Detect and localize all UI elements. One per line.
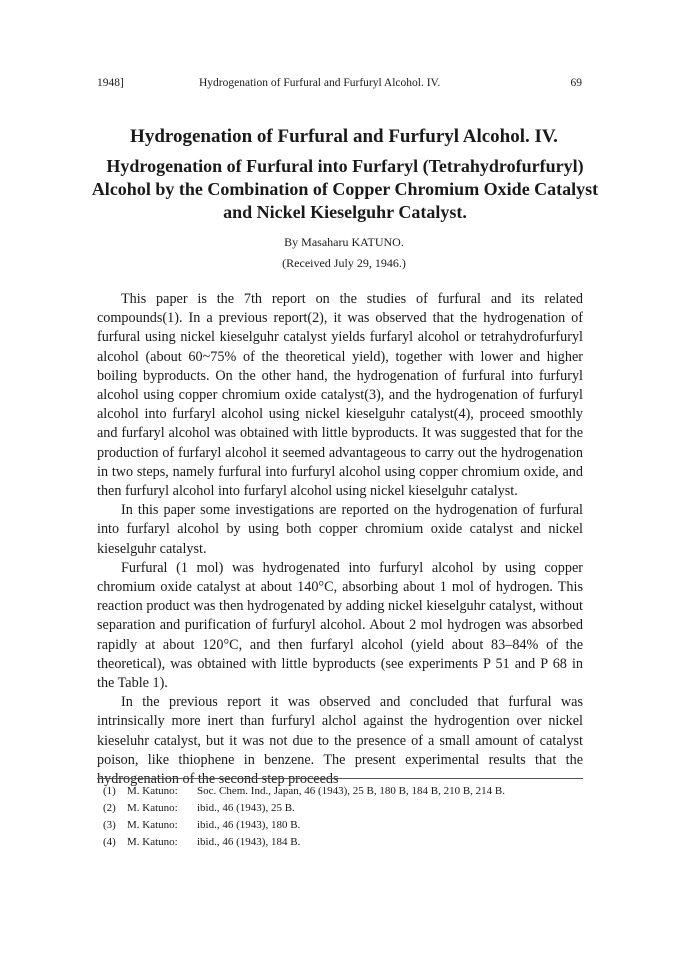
footnote-number: (3)	[103, 819, 116, 831]
paragraph: This paper is the 7th report on the studies of furfural and its related compounds(1). In a previous report(2), it was observed that the hydrogenation of furfural using nickel kieselguhr catalyst yields furfaryl alcohol or tetrahydrofurfuryl alcohol (about 60~75% of the theoretical yield), together with lower and higher boiling byproducts. On the other hand, the hydrogenation of furfural into furfuryl alcohol using copper chromium oxide catalyst(3), and the hydrogenation of furfuryl alcohol into furfaryl alcohol using nickel kieselguhr catalyst(4), proceed smoothly and furfaryl alcohol was obtained with little byproducts. It was suggested that for the production of furfaryl alcohol it seemed advantageous to carry out the hydrogenation in two steps, namely furfural into furfuryl alcohol using copper chromium oxide, and then furfuryl alcohol into furfaryl alcohol using nickel kieselguhr catalyst.	[97, 291, 583, 500]
paragraph: In this paper some investigations are reported on the hydrogenation of furfural into furfaryl alcohol by using both copper chromium oxide catalyst and nickel kieselguhr catalyst.	[97, 502, 583, 557]
paper-title: Hydrogenation of Furfural and Furfuryl Alcohol. IV.	[130, 126, 558, 147]
footnote-citation: ibid., 46 (1943), 25 B.	[197, 802, 295, 814]
paragraph: Furfural (1 mol) was hydrogenated into furfuryl alcohol by using copper chromium oxide catalyst at about 140°C, absorbing about 1 mol of hydrogen. This reaction product was then hydrogenated by adding nickel kieselguhr catalyst, without separation and purification of furfuryl alcohol. About 2 mol hydrogen was absorbed rapidly at about 120°C, and then furfaryl alcohol (yield about 83–84% of the theoretical), was obtained with little byproducts (see experiments P 51 and P 68 in the Table 1).	[97, 559, 583, 692]
body-text	[97, 290, 583, 789]
footnote	[103, 836, 583, 848]
footnote-citation: Soc. Chem. Ind., Japan, 46 (1943), 25 B, 180 B, 184 B, 210 B, 214 B.	[197, 785, 505, 797]
footnote-number: (1)	[103, 785, 116, 797]
footnote-author: M. Katuno:	[127, 785, 178, 797]
footnote	[103, 802, 583, 814]
footnote-number: (2)	[103, 802, 116, 814]
footnote-number: (4)	[103, 836, 116, 848]
received-date: (Received July 29, 1946.)	[282, 256, 406, 270]
footnote-author: M. Katuno:	[127, 819, 178, 831]
header-running-title: Hydrogenation of Furfural and Furfuryl Alcohol. IV.	[199, 77, 441, 89]
author-line: By Masaharu KATUNO.	[284, 235, 404, 249]
footnote-citation: ibid., 46 (1943), 180 B.	[197, 819, 301, 831]
footnote	[103, 819, 583, 831]
footnote-author: M. Katuno:	[127, 802, 178, 814]
header-year: 1948]	[97, 77, 124, 89]
paragraph: In the previous report it was observed and concluded that furfural was intrinsically more inert than furfuryl alchol against the hydrogention over nickel kieseluhr catalyst, but it was not due to the presence of a small amount of catalyst poison, like thiophene in benzene. The present experimental results that the hydrogenation of the second step proceeds	[97, 694, 583, 788]
footnote	[103, 785, 583, 797]
footnote-divider	[97, 778, 583, 779]
footnote-author: M. Katuno:	[127, 836, 178, 848]
header-page-number: 69	[570, 77, 582, 89]
footnote-citation: ibid., 46 (1943), 184 B.	[197, 836, 301, 848]
paper-subtitle: Hydrogenation of Furfural into Furfaryl (Tetrahydrofurfuryl) Alcohol by the Combination of Copper Chromium Oxide Catalyst and Nickel Kieselguhr Catalyst.	[91, 156, 599, 222]
